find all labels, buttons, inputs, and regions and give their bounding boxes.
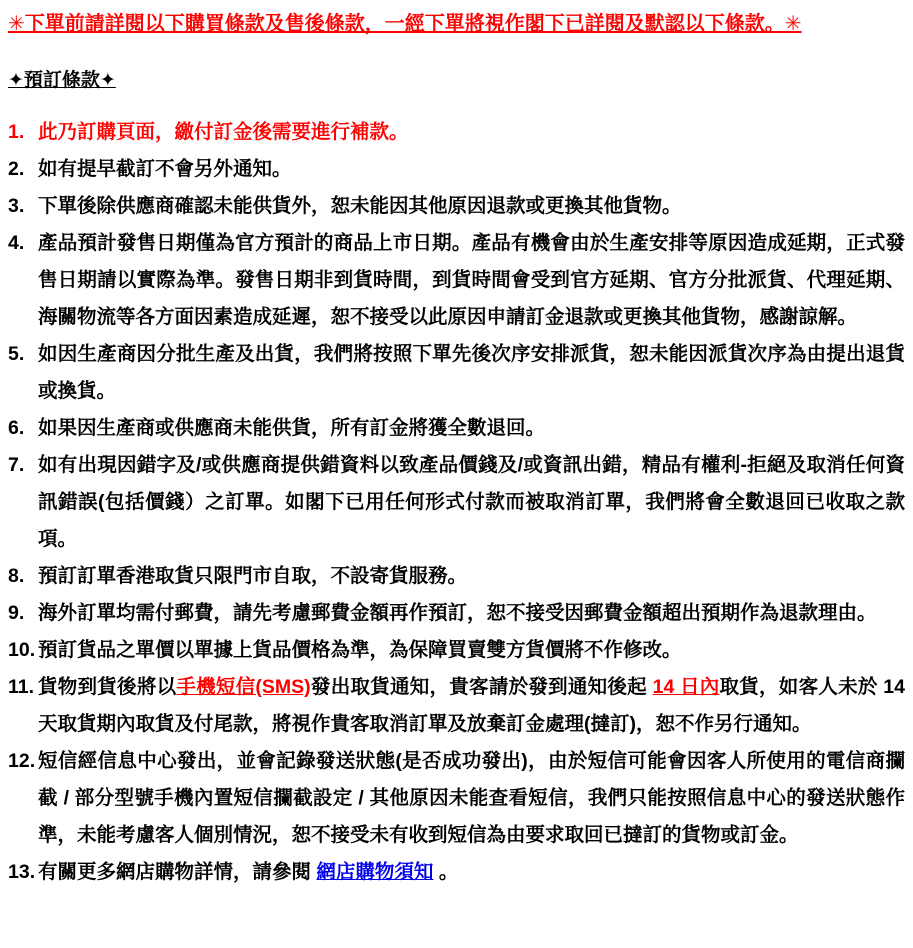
- term-item-8: [8, 558, 905, 595]
- term-text: [38, 854, 905, 891]
- term-text: [38, 336, 905, 410]
- term-text-segment: 預訂貨品之單價以單據上貨品價格為準，為保障買賣雙方貨價將不作修改。: [38, 639, 682, 661]
- term-item-7: [8, 447, 905, 558]
- term-number: 13.: [8, 861, 36, 883]
- term-item-3: [8, 188, 905, 225]
- term-item-13: [8, 854, 905, 891]
- term-text: [38, 669, 905, 743]
- term-number: 2.: [8, 158, 25, 180]
- term-text: [38, 114, 905, 151]
- term-text: [38, 188, 905, 225]
- term-text-segment: 貨物到貨後將以: [38, 676, 177, 698]
- term-item-5: [8, 336, 905, 410]
- term-item-4: [8, 225, 905, 336]
- term-number: 4.: [8, 232, 25, 254]
- term-number: 7.: [8, 454, 25, 476]
- term-text-segment: 如有提早截訂不會另外通知。: [38, 158, 292, 180]
- term-text-segment: 有關更多網店購物詳情，請參閱: [38, 861, 317, 883]
- term-text-segment: 此乃訂購頁面，繳付訂金後需要進行補款。: [38, 121, 409, 143]
- term-text-segment: 下單後除供應商確認未能供貨外，恕未能因其他原因退款或更換其他貨物。: [38, 195, 682, 217]
- term-text: [38, 151, 905, 188]
- term-text-segment: 如因生產商因分批生產及出貨，我們將按照下單先後次序安排派貨，恕未能因派貨次序為由提出退貨或換貨。: [38, 343, 905, 402]
- term-item-6: [8, 410, 905, 447]
- term-number: 5.: [8, 343, 25, 365]
- sms-emphasis: 手機短信(SMS): [176, 676, 311, 698]
- term-text-segment: 。: [433, 861, 459, 883]
- term-number: 3.: [8, 195, 25, 217]
- deadline-emphasis: 14 日內: [652, 676, 720, 698]
- term-text-segment: 取貨，如客人未於 14 天取貨期內取貨及付尾款，將視作貴客取消訂單及放棄訂金處理(撻訂)，恕不作另行通知。: [38, 676, 906, 735]
- term-text-segment: 發出取貨通知，貴客請於發到通知後起: [310, 676, 653, 698]
- term-text: [38, 743, 905, 854]
- term-item-12: [8, 743, 905, 854]
- term-text: [38, 595, 905, 632]
- term-text: [38, 558, 905, 595]
- term-item-11: [8, 669, 905, 743]
- term-item-2: [8, 151, 905, 188]
- term-item-10: [8, 632, 905, 669]
- term-number: 10.: [8, 639, 36, 661]
- shop-guide-link[interactable]: 網店購物須知: [316, 861, 434, 883]
- term-text-segment: 預訂訂單香港取貨只限門市自取，不設寄貨服務。: [38, 565, 468, 587]
- term-number: 12.: [8, 750, 36, 772]
- term-text-segment: 海外訂單均需付郵費，請先考慮郵費金額再作預訂，恕不接受因郵費金額超出預期作為退款理由。: [38, 602, 877, 624]
- term-number: 8.: [8, 565, 25, 587]
- term-text-segment: 如果因生產商或供應商未能供貨，所有訂金將獲全數退回。: [38, 417, 546, 439]
- term-text: [38, 447, 905, 558]
- term-item-1: [8, 114, 905, 151]
- term-text-segment: 短信經信息中心發出，並會記錄發送狀態(是否成功發出)，由於短信可能會因客人所使用的電信商攔截 / 部分型號手機內置短信攔截設定 / 其他原因未能查看短信，我們只能按照信息中心的發送狀態作準，未能考慮客人個別情況，恕不接受未有收到短信為由要求取回已撻訂的貨物或訂金。: [38, 750, 905, 846]
- term-number: 6.: [8, 417, 25, 439]
- term-text: [38, 225, 905, 336]
- term-text: [38, 632, 905, 669]
- term-item-9: [8, 595, 905, 632]
- term-number: 9.: [8, 602, 25, 624]
- term-text: [38, 410, 905, 447]
- terms-list: [8, 114, 905, 891]
- section-header-preorder-terms: ✦預訂條款✦: [8, 70, 116, 91]
- term-number: 11.: [8, 676, 35, 698]
- term-text-segment: 產品預計發售日期僅為官方預計的商品上市日期。產品有機會由於生產安排等原因造成延期，正式發售日期請以實際為準。發售日期非到貨時間，到貨時間會受到官方延期、官方分批派貨、代理延期、海關物流等各方面因素造成延遲，恕不接受以此原因申請訂金退款或更換其他貨物，感謝諒解。: [38, 232, 905, 328]
- term-number: 1.: [8, 121, 25, 143]
- page-title: ✳下單前請詳閱以下購買條款及售後條款，一經下單將視作閣下已詳閱及默認以下條款。✳: [8, 13, 802, 35]
- term-text-segment: 如有出現因錯字及/或供應商提供錯資料以致產品價錢及/或資訊出錯，精品有權利-拒絕及取消任何資訊錯誤(包括價錢）之訂單。如閣下已用任何形式付款而被取消訂單，我們將會全數退回已收取之款項。: [38, 454, 905, 550]
